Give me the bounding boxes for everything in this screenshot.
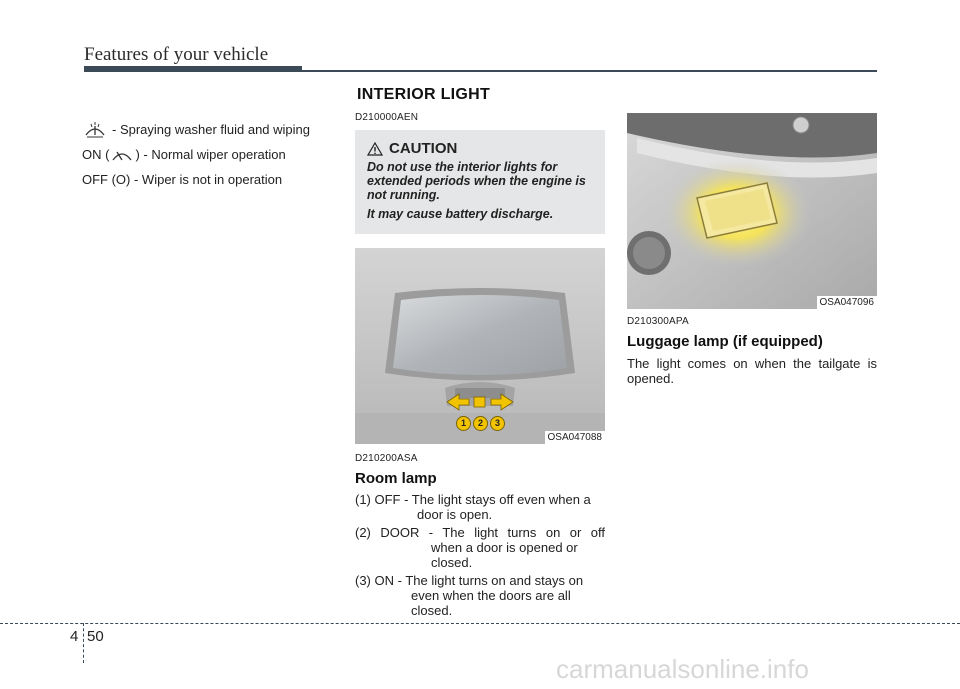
caution-title: CAUTION <box>389 140 458 157</box>
room-lamp-illustration <box>355 248 605 444</box>
wiper-on-prefix: ON ( <box>82 147 110 162</box>
footer-divider <box>83 623 84 663</box>
wiper-notes <box>82 117 332 192</box>
chapter-number: 4 <box>70 628 79 645</box>
luggage-lamp-section <box>627 316 877 386</box>
caution-body <box>367 160 599 226</box>
list-item: (2) DOOR - The light turns on or off when a door is opened or closed. <box>355 525 605 570</box>
list-item: (1) OFF - The light stays off even when a door is open. <box>355 492 591 522</box>
footer-rule <box>0 623 960 624</box>
washer-spray-icon <box>82 121 108 139</box>
luggage-lamp-code: D210300APA <box>627 316 689 327</box>
room-lamp-title: Room lamp <box>355 470 437 487</box>
room-lamp-code: D210200ASA <box>355 453 418 464</box>
wiper-on-suffix: ) - Normal wiper operation <box>135 147 286 162</box>
caution-header <box>367 140 457 157</box>
switch-arrows <box>445 392 515 412</box>
caution-text-2: It may cause battery discharge. <box>367 207 554 221</box>
page-header-title: Features of your vehicle <box>84 44 269 65</box>
luggage-lamp-photo <box>627 113 877 309</box>
arrow-right-icon <box>491 394 513 410</box>
caution-code: D210000AEN <box>355 112 419 123</box>
watermark: carmanualsonline.info <box>556 654 809 684</box>
list-item: (3) ON - The light turns on and stays on even when the doors are all closed. <box>355 573 584 618</box>
center-square-icon <box>474 397 485 407</box>
luggage-lamp-title: Luggage lamp (if equipped) <box>627 333 823 350</box>
warning-triangle-icon <box>367 142 383 156</box>
switch-number-labels <box>456 416 505 431</box>
wiper-mist-text: - Spraying washer fluid and wiping <box>112 122 310 137</box>
wiper-line-mist <box>82 117 332 142</box>
header-bar <box>84 66 302 72</box>
number-badge: 3 <box>490 416 505 431</box>
wiper-line-off: OFF (O) - Wiper is not in operation <box>82 172 283 187</box>
room-lamp-photo <box>355 248 605 444</box>
luggage-lamp-illustration <box>627 113 877 309</box>
caution-box <box>355 130 605 234</box>
header-rule <box>302 70 877 72</box>
page-number: 50 <box>87 628 104 645</box>
luggage-lamp-text: The light comes on when the tailgate is opened. <box>627 356 877 386</box>
room-lamp-section <box>355 453 605 621</box>
wiper-icon <box>109 146 135 164</box>
section-title: INTERIOR LIGHT <box>357 86 491 103</box>
luggage-lamp-image-label: OSA047096 <box>817 296 878 309</box>
number-badge: 2 <box>473 416 488 431</box>
room-lamp-list <box>355 492 605 618</box>
wiper-line-on <box>82 142 332 167</box>
room-lamp-image-label: OSA047088 <box>545 431 606 444</box>
arrow-left-icon <box>447 394 469 410</box>
number-badge: 1 <box>456 416 471 431</box>
caution-text-1: Do not use the interior lights for extended periods when the engine is not running. <box>367 160 586 202</box>
